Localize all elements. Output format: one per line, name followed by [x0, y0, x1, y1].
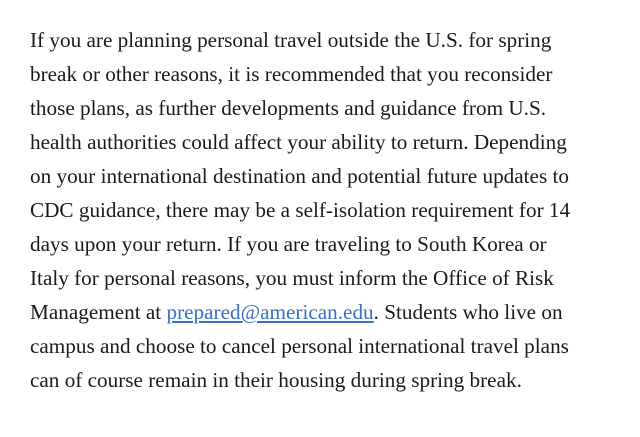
text-line: those plans, as further developments and guidance from U.S.: [30, 96, 547, 120]
text-line: break or other reasons, it is recommended that you reconsider: [30, 62, 553, 86]
text-line: campus and choose to cancel personal international travel plans: [30, 334, 569, 358]
text-line: health authorities could affect your ability to return. Depending: [30, 130, 567, 154]
text-segment: Management at: [30, 300, 167, 324]
text-line: Italy for personal reasons, you must inform the Office of Risk: [30, 266, 554, 290]
text-line: CDC guidance, there may be a self-isolation requirement for 14: [30, 198, 571, 222]
advisory-paragraph: [30, 23, 630, 397]
text-line: If you are planning personal travel outside the U.S. for spring: [30, 28, 552, 52]
text-segment: . Students who live on: [373, 300, 563, 324]
text-line-with-email: [30, 295, 630, 329]
text-line: on your international destination and potential future updates to: [30, 164, 569, 188]
email-link[interactable]: prepared@american.edu: [166, 300, 374, 324]
text-line: days upon your return. If you are traveling to South Korea or: [30, 232, 547, 256]
text-line: can of course remain in their housing during spring break.: [30, 368, 522, 392]
